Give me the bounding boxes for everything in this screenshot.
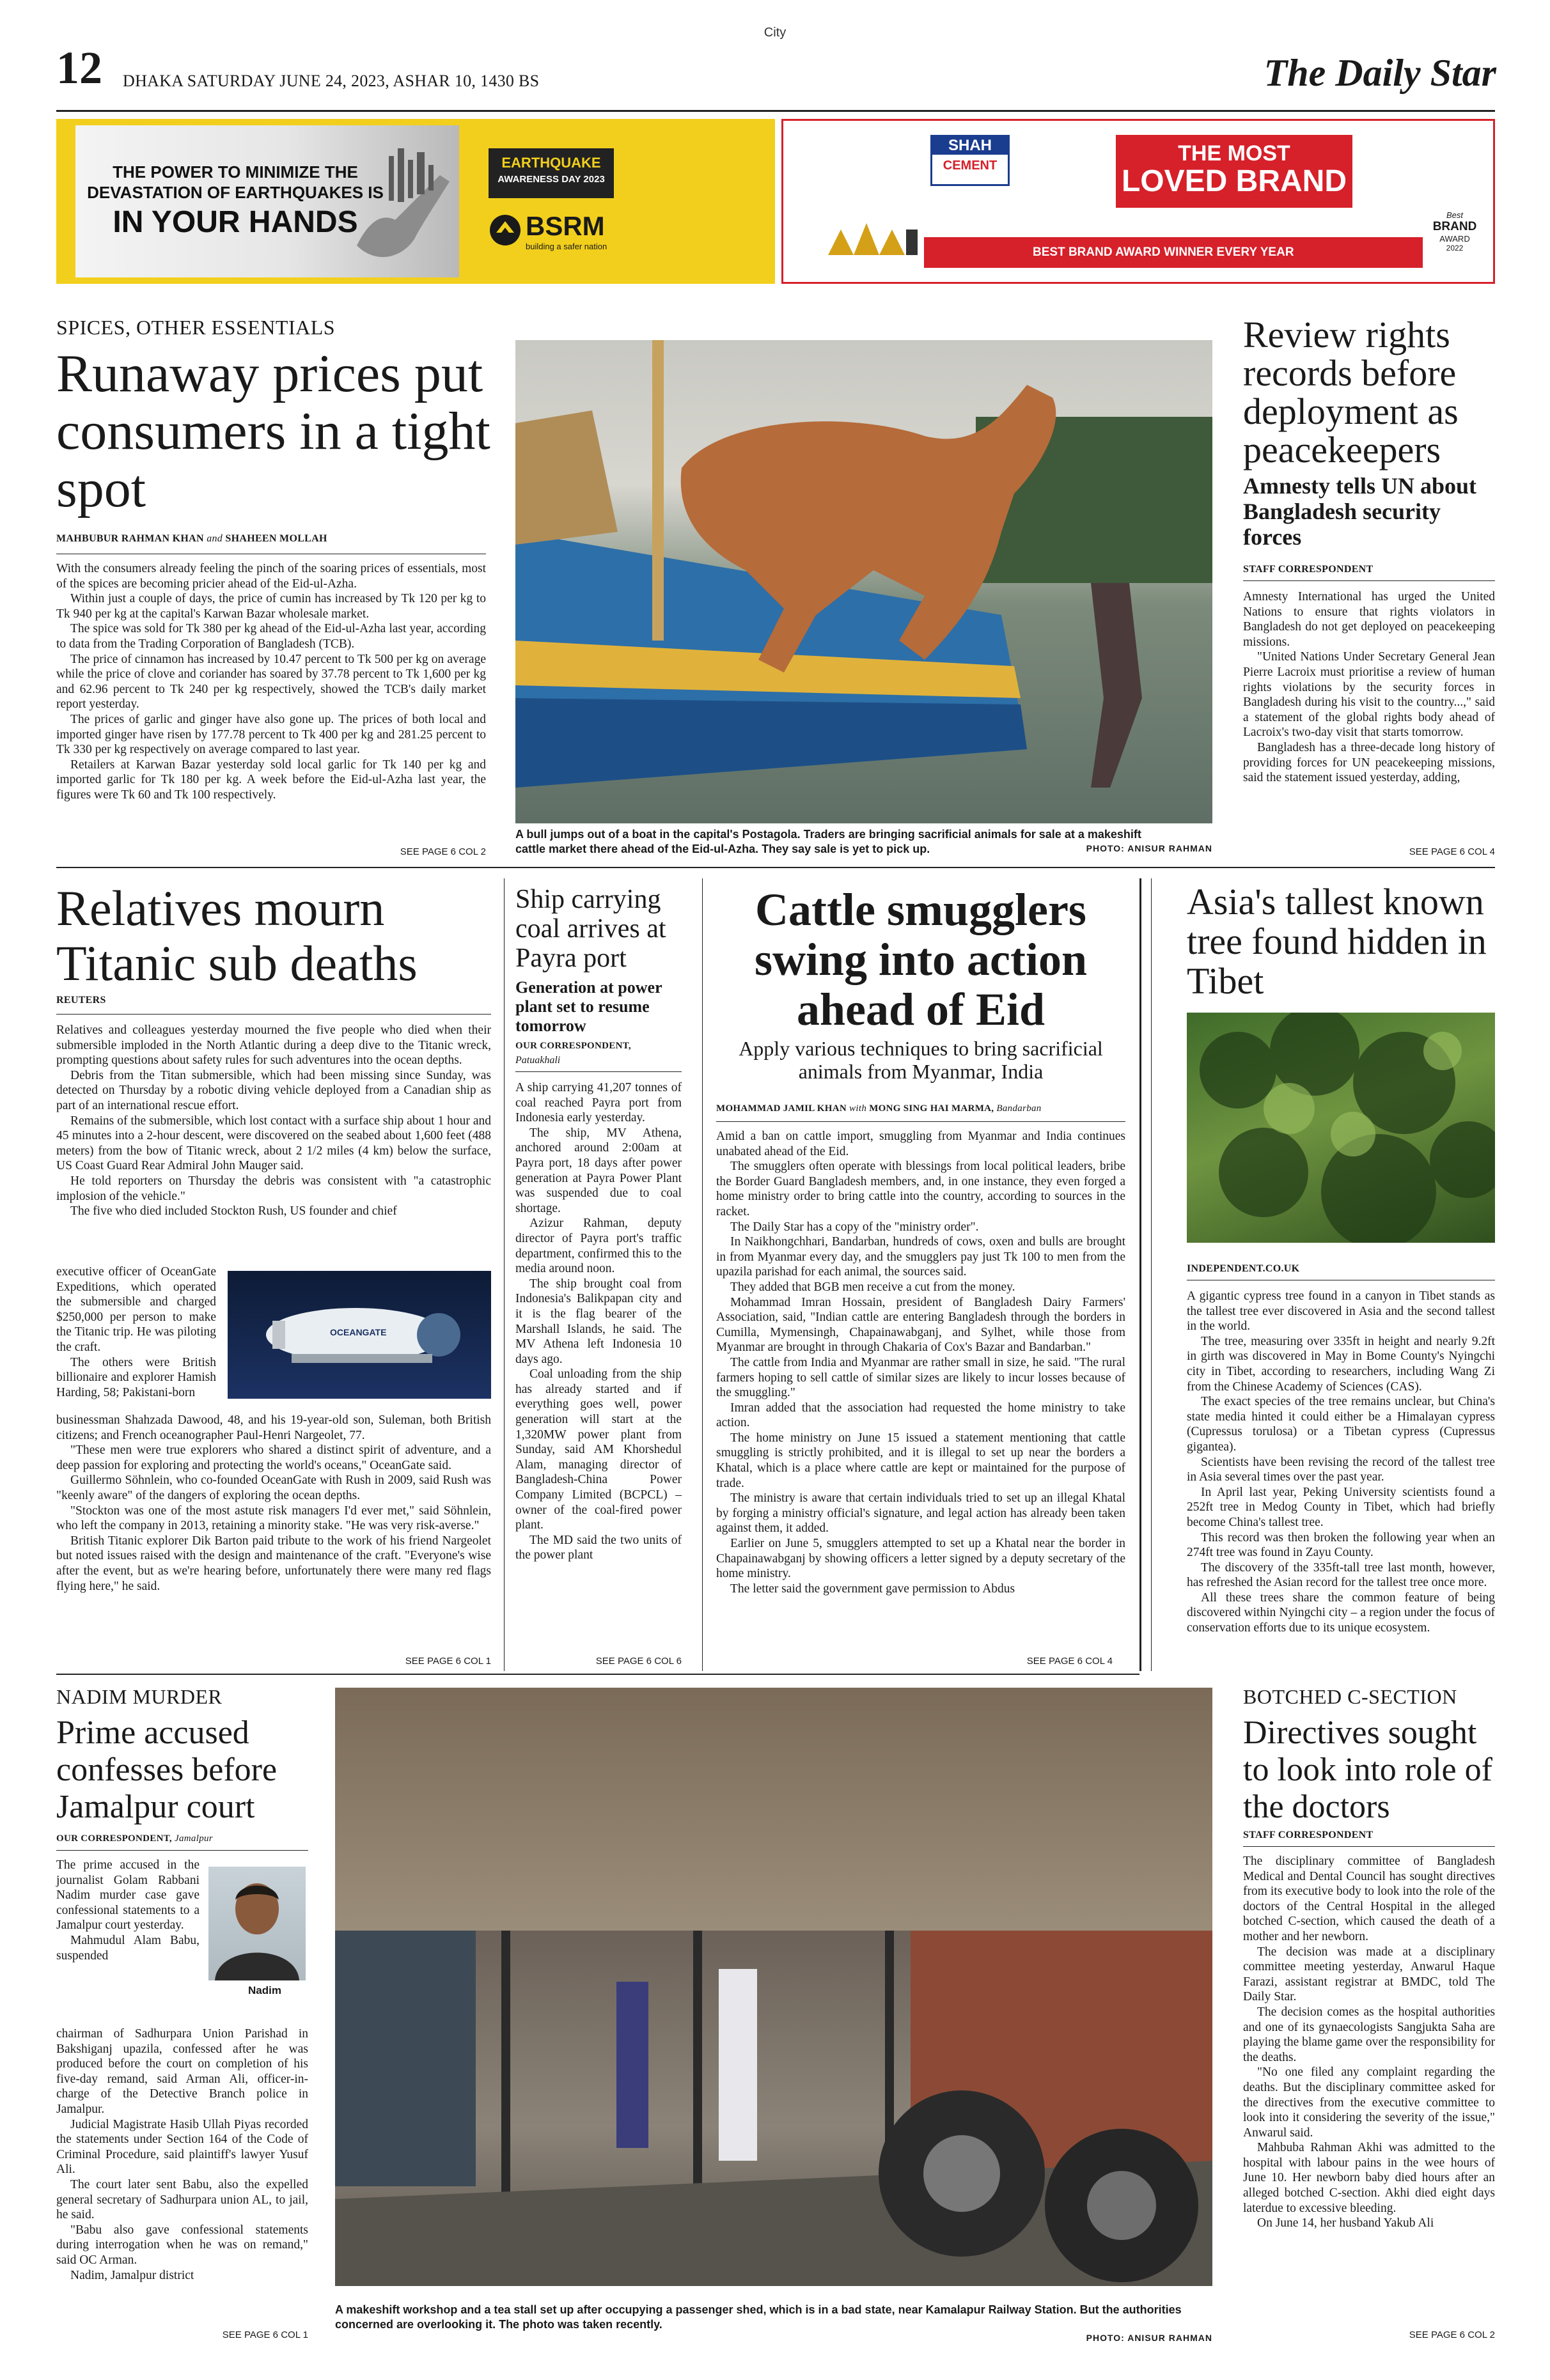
story7-byline-text: OUR CORRESPONDENT, bbox=[56, 1833, 172, 1844]
earthquake-badge-sub: AWARENESS DAY 2023 bbox=[497, 174, 605, 185]
story3-byline-rule bbox=[56, 1014, 491, 1015]
header-rule bbox=[56, 110, 1495, 112]
story2-p1: Amnesty International has urged the United Nations to ensure that rights violators in Bangladesh do not get deployed on peacekeeping missions. bbox=[1243, 590, 1495, 649]
story1-kicker: SPICES, OTHER ESSENTIALS bbox=[56, 316, 336, 339]
story5-body bbox=[716, 1129, 1125, 1596]
story4-p5: Coal unloading from the ship has already started and if everything goes well, power generation will start at the 1,320MW power plant from Sunday, said AM Khorshedul Alam, managing director of Bangladesh-China Power Company Limited (BCPCL) – owner of the coal-fired power plant. bbox=[515, 1367, 682, 1532]
story4-byline: OUR CORRESPONDENT, bbox=[515, 1041, 631, 1051]
sub-label: OCEANGATE bbox=[330, 1327, 387, 1337]
story6-p3: The exact species of the tree remains unclear, but China's state media hinted it could either be a Himalayan cypress (Cupressus torulosa) or a Tibetan cypress (Cupressus gigantea). bbox=[1187, 1395, 1495, 1454]
story7-byline bbox=[56, 1833, 213, 1844]
story5-p10: The ministry is aware that certain individuals tried to set up an illegal Khatal by forging a ministry official's signature, and legal action has already been taken against them, it added. bbox=[716, 1491, 1125, 1536]
story1-p2: Within just a couple of days, the price of cumin has increased by Tk 120 per kg to Tk 940 per kg at the capital's Karwan Bazar wholesale market. bbox=[56, 592, 486, 621]
row2-rule bbox=[56, 1674, 1139, 1675]
bsrm-mark-icon bbox=[489, 214, 522, 247]
story6-p4: Scientists have been revising the record of the tallest tree in Asia several times over the past year. bbox=[1187, 1455, 1495, 1484]
story8-p1: The disciplinary committee of Bangladesh Medical and Dental Council has sought directives from its executive body to look into the role of the doctors of the Central Hospital in the alleged botched C-section, which caused the death of a mother and her newborn. bbox=[1243, 1855, 1495, 1943]
story4-p1: A ship carrying 41,207 tonnes of coal reached Payra port from Indonesia early yesterday. bbox=[515, 1081, 682, 1125]
shah-logo bbox=[930, 135, 1010, 186]
tibet-tree-photo bbox=[1187, 1013, 1495, 1243]
story5-p11: Earlier on June 5, smugglers attempted to set up a Khatal near the border in Chapainawabganj by showing officers a letter signed by a deputy secretary of the home ministry. bbox=[716, 1537, 1125, 1581]
story4-p3: Azizur Rahman, deputy director of Payra port's traffic department, confirmed this to the media around noon. bbox=[515, 1217, 682, 1276]
story5-p1: Amid a ban on cattle import, smuggling from Myanmar and India continues unabated ahead of the Eid. bbox=[716, 1130, 1125, 1158]
story5-p12: The letter said the government gave permission to Abdus bbox=[730, 1582, 1015, 1596]
story6-p1: A gigantic cypress tree found in a canyon in Tibet stands as the tallest tree ever discovered in Asia and the second tallest in the world. bbox=[1187, 1289, 1495, 1334]
shah-logo-top: SHAH bbox=[932, 137, 1008, 155]
story8-body bbox=[1243, 1854, 1495, 2231]
story2-headline[interactable]: Review rights records before deployment as peacekeepers bbox=[1243, 314, 1459, 471]
story7-p4: Judicial Magistrate Hasib Ullah Piyas recorded the statements under Section 164 of the Code of Criminal Procedure, said plaintiff's lawyer Yusuf Ali. bbox=[56, 2117, 308, 2177]
story5-p3: The Daily Star has a copy of the "ministry order". bbox=[730, 1220, 979, 1234]
bsrm-logo bbox=[489, 211, 629, 256]
story7-jump[interactable]: SEE PAGE 6 COL 1 bbox=[222, 2329, 308, 2340]
story7-byline-rule bbox=[56, 1850, 308, 1851]
story5-p2: The smugglers often operate with blessings from local political leaders, bribe the Border Guard Bangladesh members, and, in one instance, they even forged a home ministry order to bring cattle into the country, according to sources in the racket. bbox=[716, 1160, 1125, 1218]
photo2-caption: A makeshift workshop and a tea stall set up after occupying a passenger shed, which is in a bad state, near Kamalapur Railway Station. But the authorities concerned are overlooking it. The photo was taken recently. bbox=[335, 2303, 1182, 2331]
story3-p10: Guillermo Söhnlein, who co-founded OceanGate with Rush in 2009, said Rush was "keenly aware" of the dangers of exploring the ocean depths. bbox=[56, 1474, 491, 1502]
story4-byline-rule bbox=[515, 1071, 682, 1072]
ad-earthquake-line2: DEVASTATION OF EARTHQUAKES IS bbox=[87, 183, 384, 202]
story4-body bbox=[515, 1080, 682, 1563]
kamalapur-shed-photo-lower bbox=[335, 1931, 1212, 2286]
oceangate-sub-photo bbox=[228, 1271, 491, 1399]
ad-earthquake-line3: IN YOUR HANDS bbox=[113, 205, 358, 239]
bsrm-brand: BSRM bbox=[526, 211, 605, 241]
col-rule-3-thick bbox=[1139, 878, 1141, 1671]
story3-p9: "These men were true explorers who shared a distinct spirit of adventure, and a deep passion for exploring and protecting the world's oceans," OceanGate said. bbox=[56, 1443, 491, 1472]
story6-body bbox=[1187, 1289, 1495, 1636]
story3-p6: executive officer of OceanGate Expeditions, which operated the submersible and charged $250,000 per person to make the Titanic trip. He was piloting the craft. bbox=[56, 1265, 216, 1354]
story5-byline-a: MOHAMMAD JAMIL KHAN bbox=[716, 1103, 847, 1114]
story2-byline-rule bbox=[1243, 580, 1495, 581]
story1-p4: The price of cinnamon has increased by 10.47 percent to Tk 500 per kg on average while the price of clove and coriander has soared by 37.78 percent to Tk 1,600 per kg and 62.96 percent to Tk 240 per kg respectively, showed the TCB's daily market report yesterday. bbox=[56, 652, 486, 712]
story7-location: Jamalpur bbox=[175, 1833, 213, 1844]
ad-earthquake-line1: THE POWER TO MINIMIZE THE bbox=[113, 162, 358, 182]
story2-p2: "United Nations Under Secretary General Jean Pierre Lacroix must prioritise a review of human rights violations by the security forces in Bangladesh during his visit to the country...," said a statement of the global rights body ahead of Lacroix's two-day visit that starts tomorrow. bbox=[1243, 650, 1495, 740]
dateline: DHAKA SATURDAY JUNE 24, 2023, ASHAR 10, 1430 BS bbox=[123, 72, 540, 90]
nadim-portrait bbox=[208, 1867, 306, 1980]
story6-headline[interactable]: Asia's tallest known tree found hidden in Tibet bbox=[1187, 881, 1487, 1002]
story1-byline-and: and bbox=[207, 533, 223, 544]
story3-p5: The five who died included Stockton Rush, US founder and chief bbox=[70, 1204, 397, 1218]
story8-headline[interactable]: Directives sought to look into role of the doctors bbox=[1243, 1715, 1492, 1825]
masthead: The Daily Star bbox=[1264, 52, 1496, 94]
bull-boat-photo bbox=[515, 340, 1212, 823]
story6-p7: The discovery of the 335ft-tall tree last month, however, has refreshed the Asian record for the tallest tree once more. bbox=[1187, 1560, 1495, 1590]
story3-body-wrap bbox=[56, 1264, 216, 1400]
story6-p2: The tree, measuring over 335ft in height and nearly 9.2ft in girth was discovered in May in Bome County's Nyingchi city in Tibet, according to researchers, including Wang Zi from the Chinese Academy of Sciences (CAS). bbox=[1187, 1334, 1495, 1394]
best-brand-award-logo bbox=[1423, 210, 1487, 274]
story1-byline-a: MAHBUBUR RAHMAN KHAN bbox=[56, 533, 204, 544]
story8-p5: Mahbuba Rahman Akhi was admitted to the hospital with labour pains in the wee hours of June 10. Her newborn baby died hours after an alleged botched C-section. Akhi died eight days laterdue to excessive bleeding. bbox=[1243, 2141, 1495, 2215]
bsrm-tagline: building a safer nation bbox=[526, 242, 607, 251]
story5-location: Bandarban bbox=[996, 1103, 1042, 1114]
story7-p5: The court later sent Babu, also the expelled general secretary of Sadhurpara union AL, to jail, he said. bbox=[56, 2177, 308, 2222]
story1-byline-b: SHAHEEN MOLLAH bbox=[225, 533, 327, 544]
story8-p3: The decision comes as the hospital authorities and one of its gynaecologists Sangjukta Saha are playing the blame game over the responsibility for the deaths. bbox=[1243, 2005, 1495, 2064]
story5-p4: In Naikhongchhari, Bandarban, hundreds of cows, oxen and bulls are brought in from Myanmar every day, and the smugglers pay just Tk 100 to men from the upazila parishad for each animal, the sources said. bbox=[716, 1235, 1125, 1279]
photo1-credit: PHOTO: ANISUR RAHMAN bbox=[1086, 843, 1212, 853]
story4-headline[interactable]: Ship carrying coal arrives at Payra port bbox=[515, 885, 666, 973]
award-year: 2022 bbox=[1446, 244, 1464, 253]
story2-jump[interactable]: SEE PAGE 6 COL 4 bbox=[1409, 846, 1495, 857]
story8-byline: STAFF CORRESPONDENT bbox=[1243, 1830, 1374, 1840]
story4-subhead: Generation at power plant set to resume tomorrow bbox=[515, 978, 662, 1035]
story6-p5: In April last year, Peking University scientists found a 252ft tree in Medog County in Tibet, which had briefly become China's tallest tree. bbox=[1187, 1485, 1495, 1529]
story6-p6: This record was then broken the following year when an 274ft tree was found in Zayu County. bbox=[1187, 1530, 1495, 1560]
story3-headline[interactable]: Relatives mourn Titanic sub deaths bbox=[56, 880, 418, 991]
section-label: City bbox=[763, 26, 787, 40]
story7-headline[interactable]: Prime accused confesses before Jamalpur court bbox=[56, 1715, 278, 1825]
award-mid: BRAND bbox=[1432, 220, 1477, 233]
story7-p3: chairman of Sadhurpara Union Parishad in Bakshiganj upazila, confessed after he was produced before the court on completion of his five-day remand, said Arman Ali, officer-in-charge of the Detective Branch police in Jamalpur. bbox=[56, 2027, 308, 2116]
story8-jump[interactable]: SEE PAGE 6 COL 2 bbox=[1409, 2329, 1495, 2340]
earthquake-badge bbox=[489, 148, 614, 198]
story8-byline-rule bbox=[1243, 1846, 1495, 1847]
story7-body bbox=[56, 2026, 308, 2283]
story4-p6: The MD said the two units of the power plant bbox=[515, 1533, 682, 1562]
story1-headline[interactable]: Runaway prices put consumers in a tight spot bbox=[56, 344, 490, 518]
story7-p1: The prime accused in the journalist Golam Rabbani Nadim murder case gave confessional statements to a Jamalpur court yesterday. bbox=[56, 1858, 200, 1933]
story3-body-bottom bbox=[56, 1413, 491, 1594]
story7-p7: Nadim, Jamalpur district bbox=[70, 2268, 194, 2282]
ad-earthquake[interactable] bbox=[56, 119, 775, 284]
shah-line1: THE MOST bbox=[1178, 141, 1290, 166]
story5-p5: They added that BGB men receive a cut from the money. bbox=[730, 1280, 1015, 1294]
ad-shah-cement[interactable] bbox=[781, 119, 1495, 284]
story5-p8: Imran added that the association had requested the home ministry to take action. bbox=[716, 1401, 1125, 1430]
col-rule-2 bbox=[702, 878, 703, 1671]
story1-byline bbox=[56, 533, 327, 545]
story2-byline: STAFF CORRESPONDENT bbox=[1243, 564, 1374, 575]
award-top: Best bbox=[1446, 210, 1463, 220]
story5-byline-with: with bbox=[849, 1103, 867, 1114]
row1-rule bbox=[56, 867, 1495, 868]
story4-p4: The ship brought coal from Indonesia's Balikpapan city and it is the flag bearer of the Marshall Islands, he said. The MV Athena left Indonesia 10 days ago. bbox=[515, 1277, 682, 1366]
hand-icon bbox=[344, 137, 466, 271]
story3-jump[interactable]: SEE PAGE 6 COL 1 bbox=[405, 1656, 491, 1667]
story5-p7: The cattle from India and Myanmar are rather small in size, he said. "The rural farmers hoping to sell cattle of similar sizes are likely to incur losses because of the smuggling." bbox=[716, 1355, 1125, 1400]
story7-body-wrap bbox=[56, 1858, 200, 1963]
story3-body-top bbox=[56, 1023, 491, 1219]
story1-p3: The spice was sold for Tk 380 per kg ahead of the Eid-ul-Azha last year, according to data from the Trading Corporation of Bangladesh (TCB). bbox=[56, 622, 486, 651]
story1-p5: The prices of garlic and ginger have also gone up. The prices of both local and imported ginger have risen by 177.78 percent to Tk 400 per kg and 281.25 percent to Tk 330 per kg respectively on average compared to last year. bbox=[56, 712, 486, 757]
story4-location: Patuakhali bbox=[515, 1055, 561, 1066]
story8-p2: The decision was made at a disciplinary committee meeting yesterday, Anwarul Haque Farazi, assistant registrar at BMDC, told The Daily Star. bbox=[1243, 1945, 1495, 2004]
shah-line2: LOVED BRAND bbox=[1121, 164, 1347, 198]
kamalapur-shed-photo bbox=[335, 1688, 1212, 1931]
story6-byline: INDEPENDENT.CO.UK bbox=[1187, 1263, 1300, 1274]
photo2-credit: PHOTO: ANISUR RAHMAN bbox=[1086, 2333, 1212, 2343]
page-number: 12 bbox=[56, 42, 102, 93]
story3-p12: British Titanic explorer Dik Barton paid tribute to the work of his friend Nargeolet but noted issues raised with the design and maintenance of the craft. "Everyone's wise after the event, but as we're hearing before, unfortunately there were many red flags flying here," he said. bbox=[56, 1534, 491, 1593]
story7-kicker: NADIM MURDER bbox=[56, 1685, 223, 1708]
story8-p4: "No one filed any complaint regarding the deaths. But the disciplinary committee asked for the directives from the executive committee to look into it considering the severity of the issue," Anwarul said. bbox=[1243, 2065, 1495, 2140]
story1-body bbox=[56, 561, 486, 803]
story8-kicker: BOTCHED C-SECTION bbox=[1243, 1685, 1457, 1708]
story6-p8: All these trees share the common feature of being discovered within Nyingchi city – a region under the focus of conservation efforts due to its unique ecosystem. bbox=[1187, 1591, 1495, 1635]
story7-p6: "Babu also gave confessional statements during interrogation when he was on remand," said OC Arman. bbox=[56, 2223, 308, 2267]
story3-p11: "Stockton was one of the most astute risk managers I'd ever met," said Söhnlein, who left the company in 2013, retaining a minority stake. "He was very risk-averse." bbox=[56, 1504, 491, 1533]
story5-byline-b: MONG SING HAI MARMA, bbox=[869, 1103, 994, 1114]
photo1-caption: A bull jumps out of a boat in the capital's Postagola. Traders are bringing sacrificial animals for sale at a makeshift cattle market there ahead of the Eid-ul-Azha. They say sale is yet to pick up. bbox=[515, 828, 1141, 855]
story3-p2: Debris from the Titan submersible, which had been missing since Sunday, was detected on Thursday by a robotic diving vehicle deployed from a Canadian ship as part of an international rescue effort. bbox=[56, 1068, 491, 1112]
shah-tagline: BEST BRAND AWARD WINNER EVERY YEAR bbox=[1033, 245, 1294, 259]
story8-p6: On June 14, her husband Yakub Ali bbox=[1257, 2216, 1434, 2230]
trophy-icons bbox=[822, 210, 924, 261]
story3-p1: Relatives and colleagues yesterday mourned the five people who died when their submersible imploded in the North Atlantic during a deep dive to the Titanic wreck, prompting questions about safety rules for such adventures into the ocean depths. bbox=[56, 1023, 491, 1068]
story2-body bbox=[1243, 589, 1495, 786]
award-bottom: AWARD bbox=[1439, 234, 1470, 244]
story5-jump[interactable]: SEE PAGE 6 COL 4 bbox=[1026, 1656, 1113, 1667]
shah-tagline-bar bbox=[924, 237, 1423, 268]
story4-jump[interactable]: SEE PAGE 6 COL 6 bbox=[595, 1656, 682, 1667]
story1-p1: With the consumers already feeling the pinch of the soaring prices of essentials, most of the spices are becoming pricier ahead of the Eid-ul-Azha. bbox=[56, 562, 486, 591]
story2-p3: Bangladesh has a three-decade long history of providing forces for UN peacekeeping missions, said the statement issued yesterday, adding, bbox=[1243, 740, 1495, 785]
story2-subhead: Amnesty tells UN about Bangladesh security forces bbox=[1243, 473, 1476, 550]
story3-byline: REUTERS bbox=[56, 995, 106, 1006]
story3-p7: The others were British billionaire and explorer Hamish Harding, 58; Pakistani-born bbox=[56, 1355, 216, 1399]
story5-p9: The home ministry on June 15 issued a statement mentioning that cattle smuggling is strictly prohibited, and it is illegal to set up near the borders a Khatal, which is a place where cattle are kept or maintained for the purpose of trade. bbox=[716, 1431, 1125, 1490]
earthquake-badge-title: EARTHQUAKE bbox=[501, 155, 601, 171]
nadim-photo-label: Nadim bbox=[248, 1984, 281, 1996]
story4-p2: The ship, MV Athena, anchored around 2:00am at Payra port, 18 days after power generation at Payra Power Plant was suspended due to coal shortage. bbox=[515, 1126, 682, 1215]
story3-p4: He told reporters on Thursday the debris was consistent with "a catastrophic implosion of the vehicle." bbox=[56, 1174, 491, 1203]
story5-subhead: Apply various techniques to bring sacrificial animals from Myanmar, India bbox=[739, 1037, 1103, 1083]
story5-byline-rule bbox=[716, 1121, 1125, 1122]
shah-banner bbox=[1116, 135, 1352, 208]
story5-headline[interactable]: Cattle smugglers swing into action ahead of Eid bbox=[754, 884, 1088, 1035]
story7-p2: Mahmudul Alam Babu, suspended bbox=[56, 1933, 200, 1963]
col-rule-3 bbox=[1151, 878, 1152, 1671]
story5-byline bbox=[716, 1103, 1125, 1114]
story3-p8: businessman Shahzada Dawood, 48, and his 19-year-old son, Suleman, both British citizens; and French oceanographer Paul-Henri Nargeolet, 77. bbox=[56, 1413, 491, 1442]
col-rule-1 bbox=[504, 878, 505, 1671]
story1-p6: Retailers at Karwan Bazar yesterday sold local garlic for Tk 140 per kg and imported garlic for Tk 180 per kg. A week before the Eid-ul-Azha last year, the figures were Tk 60 and Tk 100 respectively. bbox=[56, 758, 486, 802]
shah-logo-bottom: CEMENT bbox=[943, 159, 998, 173]
story5-p6: Mohammad Imran Hossain, president of Bangladesh Dairy Farmers' Association, said, "Indian cattle are entering Bangladesh through the borders in Cumilla, Mymensingh, Chapainawabganj, and Sylhet, while those from Myanmar are brought in through Chakaria of Cox's Bazar and Bandarban." bbox=[716, 1295, 1125, 1355]
story1-jump[interactable]: SEE PAGE 6 COL 2 bbox=[400, 846, 486, 857]
story3-p3: Remains of the submersible, which lost contact with a surface ship about 1 hour and 45 minutes into a 2-hour descent, were discovered on the seabed about 1,600 feet (488 meters) from the bow of Titanic wreck, about 2 1/2 miles (4 km) below the surface, US Coast Guard Rear Admiral John Mauger said. bbox=[56, 1114, 491, 1173]
